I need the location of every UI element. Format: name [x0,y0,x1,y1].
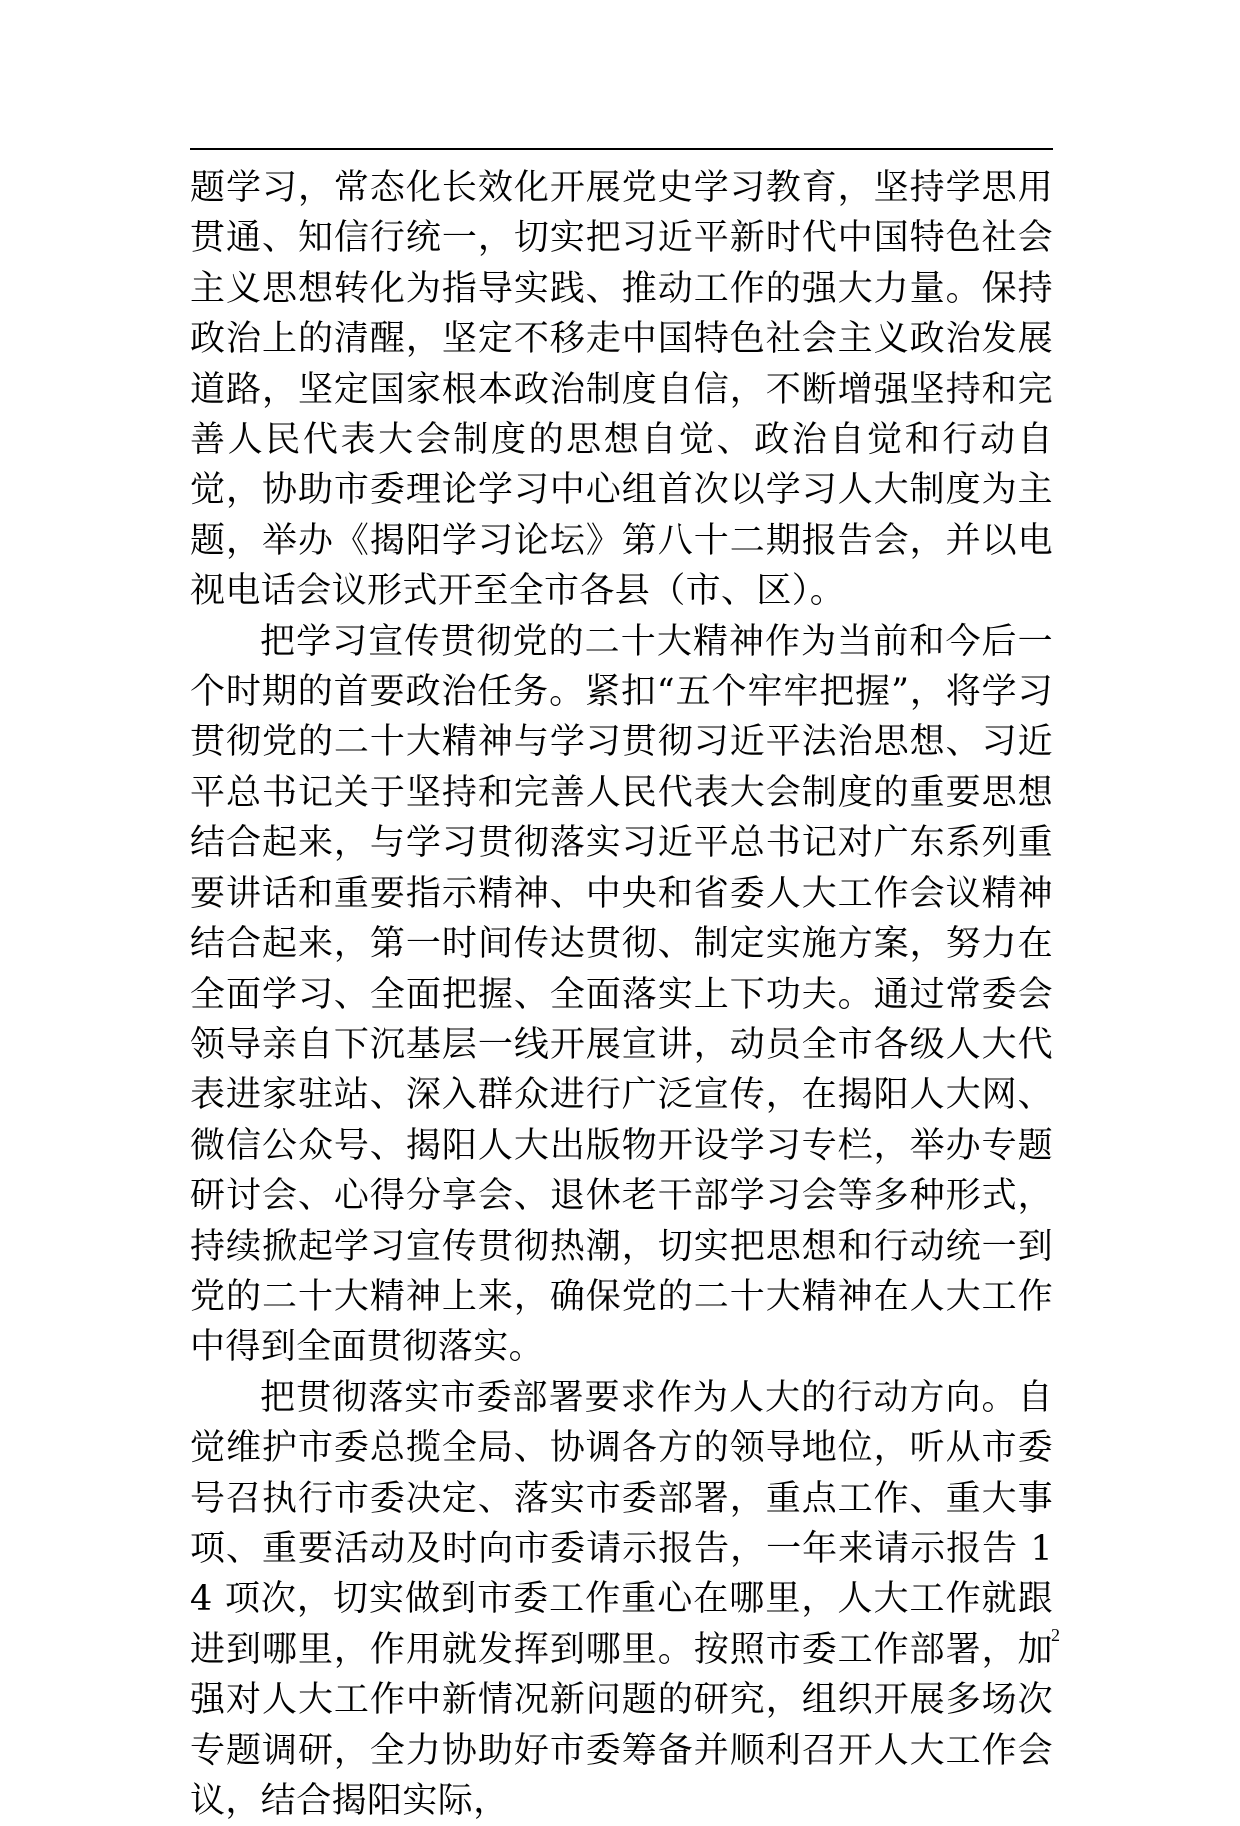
body-text [190,163,1053,1826]
paragraph-3: 把贯彻落实市委部署要求作为人大的行动方向。自觉维护市委总揽全局、协调各方的领导地位，听从市委号召执行市委决定、落实市委部署，重点工作、重大事项、重要活动及时向市委请示报告，一年来请示报告 14 项次，切实做到市委工作重心在哪里，人大工作就跟进到哪里，作用就发挥到哪里。按照市委工作部署，加强对人大工作中新情况新问题的研究，组织开展多场次专题调研，全力协助好市委筹备并顺利召开人大工作会议，结合揭阳实际， [190,1377,1053,1821]
paragraph-1: 题学习，常态化长效化开展党史学习教育，坚持学思用贯通、知信行统一，切实把习近平新时代中国特色社会主义思想转化为指导实践、推动工作的强大力量。保持政治上的清醒，坚定不移走中国特色社会主义政治发展道路，坚定国家根本政治制度自信，不断增强坚持和完善人民代表大会制度的思想自觉、政治自觉和行动自觉，协助市委理论学习中心组首次以学习人大制度为主题，举办《揭阳学习论坛》第八十二期报告会，并以电视电话会议形式开至全市各县（市、区）。 [190,168,1053,612]
page-number: 2 [1051,1625,1060,1645]
paragraph-2: 把学习宣传贯彻党的二十大精神作为当前和今后一个时期的首要政治任务。紧扣“五个牢牢把握”，将学习贯彻党的二十大精神与学习贯彻习近平法治思想、习近平总书记关于坚持和完善人民代表大会制度的重要思想结合起来，与学习贯彻落实习近平总书记对广东系列重要讲话和重要指示精神、中央和省委人大工作会议精神结合起来，第一时间传达贯彻、制定实施方案，努力在全面学习、全面把握、全面落实上下功夫。通过常委会领导亲自下沉基层一线开展宣讲，动员全市各级人大代表进家驻站、深入群众进行广泛宣传，在揭阳人大网、微信公众号、揭阳人大出版物开设学习专栏，举办专题研讨会、心得分享会、退休老干部学习会等多种形式，持续掀起学习宣传贯彻热潮，切实把思想和行动统一到党的二十大精神上来，确保党的二十大精神在人大工作中得到全面贯彻落实。 [190,621,1053,1368]
header-rule [190,148,1053,150]
